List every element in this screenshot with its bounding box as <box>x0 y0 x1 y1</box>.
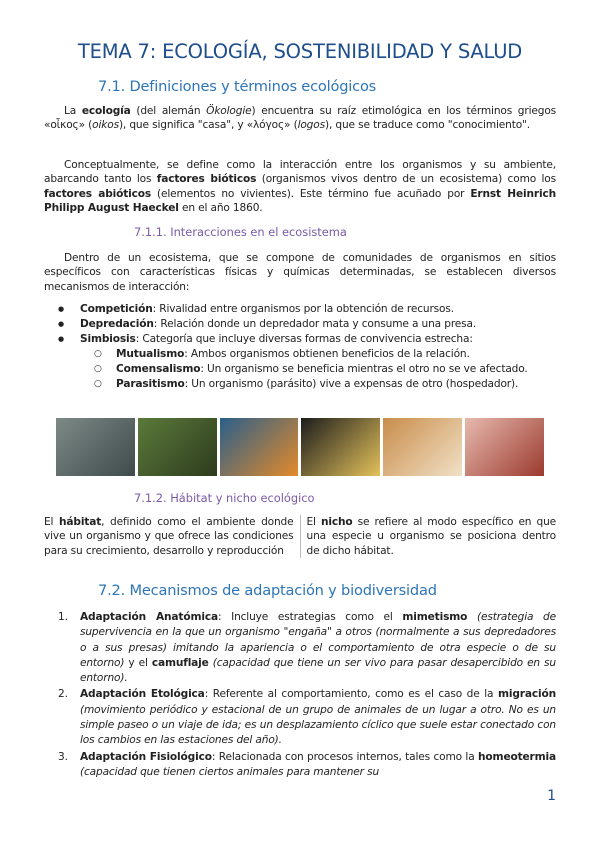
page-title: TEMA 7: ECOLOGÍA, SOSTENIBILIDAD Y SALUD <box>77 40 523 63</box>
section-heading-7-1: 7.1. Definiciones y términos ecológicos <box>98 78 377 95</box>
bee-flower-photo <box>301 418 380 476</box>
section-heading-7-1-1: 7.1.1. Interacciones en el ecosistema <box>134 225 347 239</box>
adaptation-list <box>44 610 556 781</box>
list-item: ● Competición: Rivalidad entre organismos por la obtención de recursos. <box>44 302 560 317</box>
interaction-list <box>44 302 560 392</box>
page-number: 1 <box>547 788 556 804</box>
list-item: 2. Adaptación Etológica: Referente al comportamiento, como es el caso de la migración (movimiento periódico y estacional de un grupo de animales de un lugar a otro. No es un simple paseo o un viaje de ida; es un desplazamiento cíclico que suele estar conectado con los cambios en las estaciones del año). <box>58 688 556 747</box>
photo-strip <box>56 418 544 476</box>
clownfish-anemone-photo <box>220 418 299 476</box>
list-item: ● Depredación: Relación donde un depredador mata y consume a una presa. <box>44 317 560 332</box>
competition-animals-photo <box>56 418 135 476</box>
list-item: ○ Mutualismo: Ambos organismos obtienen beneficios de la relación. <box>80 347 560 362</box>
list-item: 3. Adaptación Fisiológico: Relacionada con procesos internos, tales como la homeotermia (capacidad que tienen ciertos animales para mantener su <box>58 750 556 778</box>
habitat-definition: El hábitat, definido como el ambiente donde vive un organismo y que ofrece las condiciones para su crecimiento, desarrollo y reproducción <box>44 515 301 558</box>
hermit-crab-photo <box>383 418 462 476</box>
ticks-parasites-photo <box>465 418 544 476</box>
list-item: ○ Parasitismo: Un organismo (parásito) vive a expensas de otro (hospedador). <box>80 377 560 392</box>
list-item: ● Simbiosis: Categoría que incluye diversas formas de convivencia estrecha: ○ Mutualismo: Ambos organismos obtienen beneficios de la relación. ○ Comensalismo: Un organismo se beneficia mientras el otro no se ve afectado. ○ Parasitismo: Un organismo (parásito) vive a expensas de otro (hospedador). <box>44 332 560 392</box>
section-heading-7-2: 7.2. Mecanismos de adaptación y biodiversidad <box>98 582 437 599</box>
list-item: ○ Comensalismo: Un organismo se beneficia mientras el otro no se ve afectado. <box>80 362 560 377</box>
habitat-niche-columns <box>44 515 556 558</box>
niche-definition: El nicho se refiere al modo específico en que una especie u organismo se posiciona dentro de dicho hábitat. <box>306 516 557 557</box>
paragraph-ecology-definition: Conceptualmente, se define como la interacción entre los organismos y su ambiente, abarcando tanto los factores bióticos (organismos vivos dentro de un ecosistema) como los factores abióticos (elementos no vivientes). Este término fue acuñado por Ernst Heinrich Philipp August Haeckel en el año 1860. <box>44 159 556 214</box>
predation-lion-photo <box>138 418 217 476</box>
paragraph-ecology-etymology: La ecología (del alemán Ökologie) encuentra su raíz etimológica en los términos griegos «οἶκος» (oikos), que significa "casa", y «λόγος» (logos), que se traduce como "conocimiento". <box>44 105 557 132</box>
symbiosis-sublist <box>80 347 560 392</box>
paragraph-ecosystem-interactions: Dentro de un ecosistema, que se compone de comunidades de organismos en sitios específicos con características físicas y químicas determinadas, se establecen diversos mecanismos de interacción: <box>44 252 556 293</box>
section-heading-7-1-2: 7.1.2. Hábitat y nicho ecológico <box>134 491 315 505</box>
list-item: 1. Adaptación Anatómica: Incluye estrategias como el mimetismo (estrategia de supervivencia en la que un organismo "engaña" a otros (normalmente a sus depredadores o a sus presas) imitando la apariencia o el comportamiento de otra especie o de su entorno) y el camuflaje (capacidad que tiene un ser vivo para pasar desapercibido en su entorno). <box>58 611 556 685</box>
